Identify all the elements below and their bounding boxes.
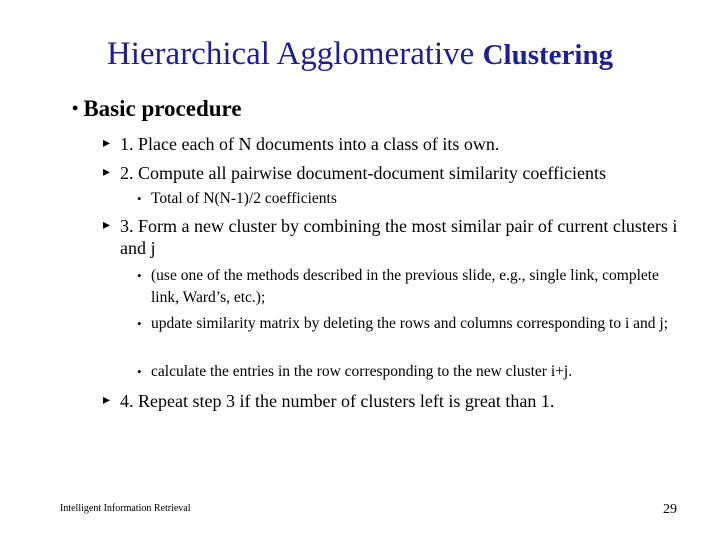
arrow-bullet-icon: ▸ [103,136,111,151]
subitem-text: Total of N(N-1)/2 coefficients [151,190,337,207]
step-4 [103,390,683,412]
step-text: 3. Form a new cluster by combining the most similar pair of current clusters i and j [120,216,678,258]
step-text: 4. Repeat step 3 if the number of clusters left is great than 1. [120,391,555,411]
arrow-bullet-icon: ▸ [103,165,111,180]
step-3-subitem-2 [137,313,677,335]
arrow-bullet-icon: ▸ [103,393,111,408]
dot-bullet-icon: • [137,268,142,283]
heading-text: Basic procedure [83,96,242,121]
page-number: 29 [663,502,677,517]
slide-title-main: Hierarchical Agglomerative [106,36,475,72]
slide-title [0,36,720,73]
heading-basic-procedure [72,96,242,122]
subitem-text: update similarity matrix by deleting the rows and columns corresponding to i and j; [151,315,668,332]
subitem-text: calculate the entries in the row corresponding to the new cluster i+j. [151,363,573,380]
dot-bullet-icon: • [137,316,142,331]
footer-text: Intelligent Information Retrieval [60,503,191,514]
step-3-subitem-1 [137,265,677,309]
step-1 [103,133,683,155]
dot-bullet-icon: • [137,191,142,206]
bullet-icon: • [72,98,79,118]
step-3-subitem-3 [137,361,677,383]
step-text: 2. Compute all pairwise document-document similarity coefficients [120,163,607,183]
arrow-bullet-icon: ▸ [103,218,111,233]
step-2 [103,162,683,184]
step-2-subitem [137,188,677,210]
subitem-text: (use one of the methods described in the previous slide, e.g., single link, complete link, Ward’s, etc.); [151,267,659,306]
step-text: 1. Place each of N documents into a class of its own. [120,134,500,154]
step-3 [103,215,683,259]
slide-title-tail: Clustering [482,39,614,71]
dot-bullet-icon: • [137,364,142,379]
